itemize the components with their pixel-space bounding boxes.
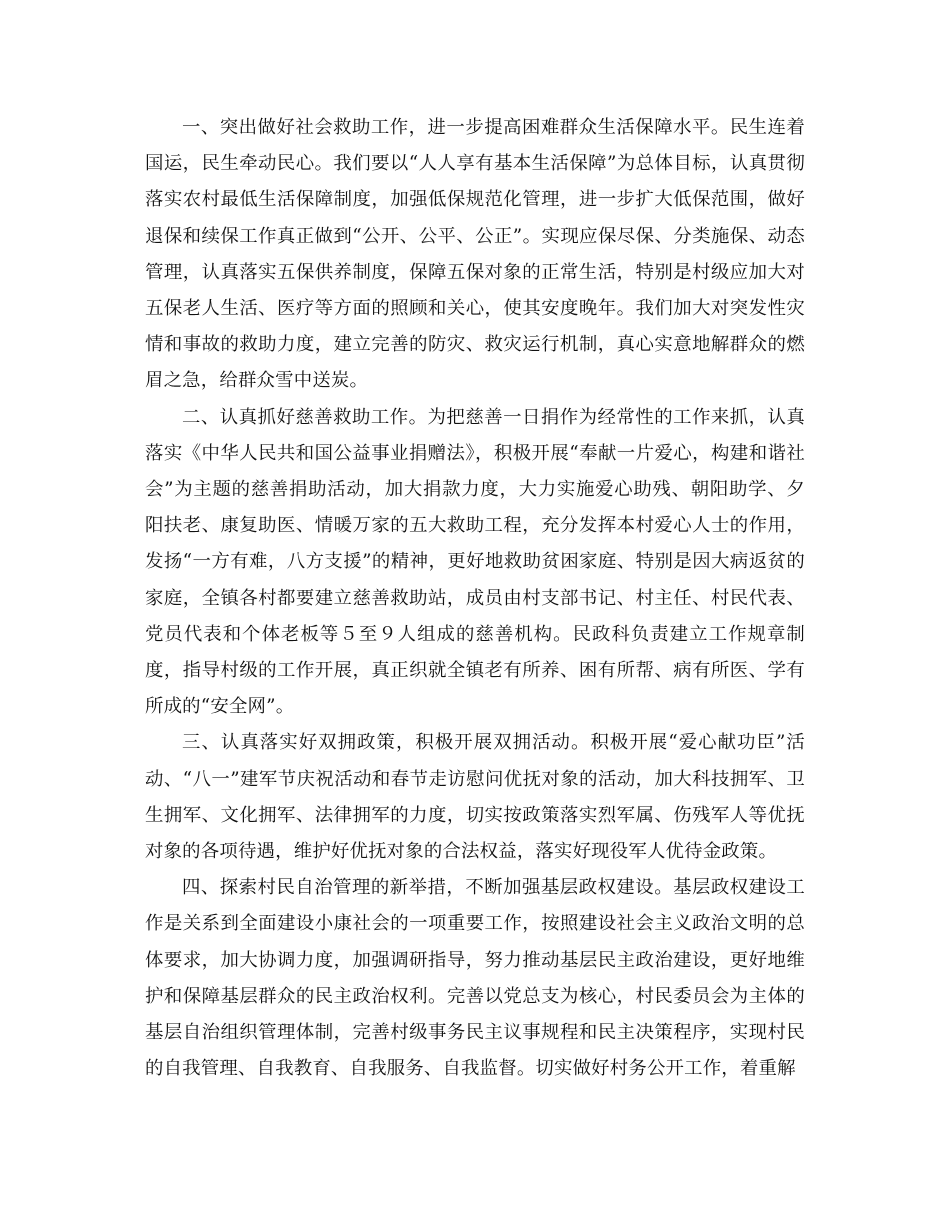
document-body (145, 110, 805, 1087)
paragraph-social-assistance: 一、突出做好社会救助工作，进一步提高困难群众生活保障水平。民生连着国运，民生牵动民心。我们要以“人人享有基本生活保障”为总体目标，认真贯彻落实农村最低生活保障制度，加强低保规范化管理，进一步扩大低保范围，做好退保和续保工作真正做到“公开、公平、公正”。实现应保尽保、分类施保、动态管理，认真落实五保供养制度，保障五保对象的正常生活，特别是村级应加大对五保老人生活、医疗等方面的照顾和关心，使其安度晚年。我们加大对突发性灾情和事故的救助力度，建立完善的防灾、救灾运行机制，真心实意地解群众的燃眉之急，给群众雪中送炭。 (145, 117, 805, 392)
paragraph-charity-assistance: 二、认真抓好慈善救助工作。为把慈善一日捐作为经常性的工作来抓，认真落实《中华人民共和国公益事业捐赠法》，积极开展“奉献一片爱心，构建和谐社会”为主题的慈善捐助活动，加大捐款力度，大力实施爱心助残、朝阳助学、夕阳扶老、康复助医、情暖万家的五大救助工程，充分发挥本村爱心人士的作用，发扬“一方有难，八方支援”的精神，更好地救助贫困家庭、特别是因大病返贫的家庭，全镇各村都要建立慈善救助站，成员由村支部书记、村主任、村民代表、党员代表和个体老板等５至９人组成的慈善机构。民政科负责建立工作规章制度，指导村级的工作开展，真正织就全镇老有所养、困有所帮、病有所医、学有所成的“安全网”。 (145, 406, 805, 718)
paragraph-village-self-governance: 四、探索村民自治管理的新举措，不断加强基层政权建设。基层政权建设工作是关系到全面建设小康社会的一项重要工作，按照建设社会主义政治文明的总体要求，加大协调力度，加强调研指导，努力推动基层民主政治建设，更好地维护和保障基层群众的民主政治权利。完善以党总支为核心，村民委员会为主体的基层自治组织管理体制，完善村级事务民主议事规程和民主决策程序，实现村民的自我管理、自我教育、自我服务、自我监督。切实做好村务公开工作，着重解 (145, 877, 805, 1080)
paragraph-military-support: 三、认真落实好双拥政策，积极开展双拥活动。积极开展“爱心献功臣”活动、“八一”建军节庆祝活动和春节走访慰问优抚对象的活动，加大科技拥军、卫生拥军、文化拥军、法律拥军的力度，切实按政策落实烈军属、伤残军人等优抚对象的各项待遇，维护好优抚对象的合法权益，落实好现役军人优待金政策。 (145, 732, 805, 863)
